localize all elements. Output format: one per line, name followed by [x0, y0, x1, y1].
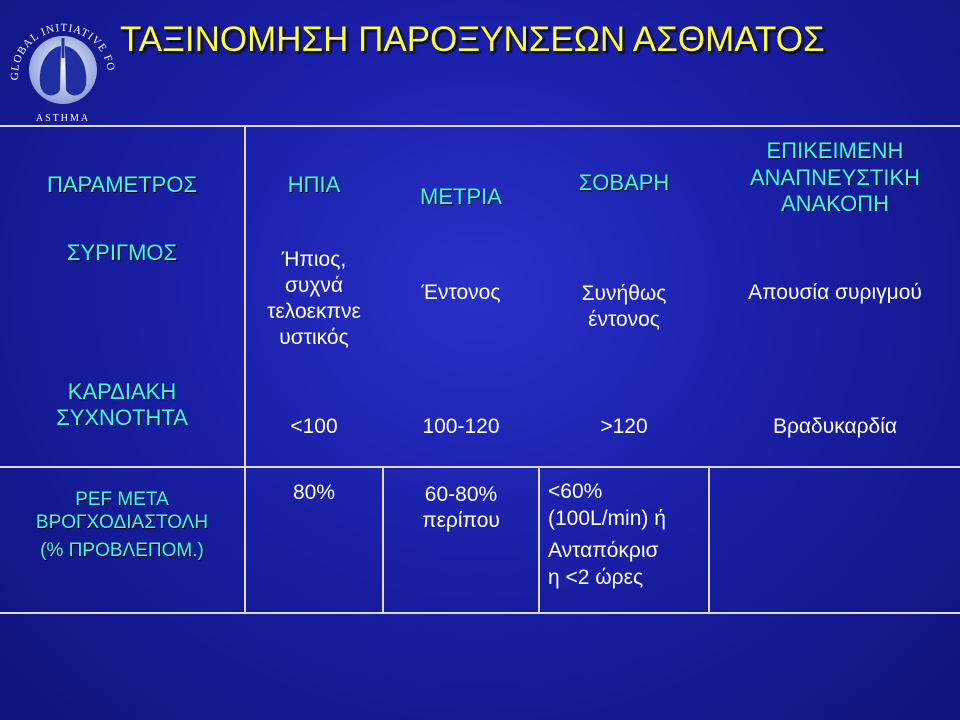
logo-bottom-text: ASTHMA	[35, 113, 91, 124]
row-label-pef	[0, 478, 244, 574]
pef-mild: 80%	[292, 480, 336, 504]
grid-line-vertical-4	[708, 466, 710, 614]
heart-rate-severe: >120	[600, 414, 648, 438]
pef-severe	[548, 478, 708, 610]
grid-line-vertical-3	[538, 466, 540, 614]
pef-severe-line4: η <2 ώρες	[548, 565, 644, 589]
pef-moderate-line1: 60-80%	[424, 482, 498, 506]
heart-rate-label-line2: ΣΥΧΝΟΤΗΤΑ	[56, 405, 188, 430]
wheeze-mild	[246, 236, 382, 362]
pef-severe-line1: <60%	[548, 480, 603, 503]
header-arrest-line1: ΕΠΙΚΕΙΜΕΝΗ	[766, 138, 904, 164]
wheeze-mild-line3: τελοεκπνε	[267, 300, 361, 323]
pef-label-line1: PEF ΜΕΤΑ	[75, 488, 169, 510]
heart-rate-arrest: Βραδυκαρδία	[772, 414, 898, 438]
wheeze-mild-line1: Ήπιος,	[281, 247, 347, 271]
heart-rate-moderate: 100-120	[422, 414, 500, 438]
page-title: ΤΑΞΙΝΟΜΗΣΗ ΠΑΡΟΞΥΝΣΕΩΝ ΑΣΘΜΑΤΟΣ	[120, 20, 825, 59]
pef-severe-line3: Ανταπόκρισ	[548, 538, 659, 562]
grid-line-horizontal-mid	[0, 466, 960, 468]
header-mild: ΗΠΙΑ	[287, 171, 341, 197]
heart-rate-label-line1: ΚΑΡΔΙΑΚΗ	[67, 378, 177, 404]
heart-rate-mild: <100	[290, 414, 338, 438]
pef-severe-line2: (100L/min) ή	[548, 507, 666, 531]
wheeze-severe-line2: έντονος	[588, 308, 660, 331]
wheeze-mild-line2: συχνά	[284, 273, 344, 297]
grid-line-horizontal-top	[0, 125, 960, 127]
grid-line-horizontal-bottom	[0, 612, 960, 614]
lungs-globe-icon	[4, 6, 122, 124]
pef-moderate-line2: περίπου	[422, 509, 500, 532]
wheeze-moderate: Έντονος	[421, 280, 501, 304]
header-arrest-line2: ΑΝΑΠΝΕΥΣΤΙΚΗ	[749, 164, 921, 190]
pef-label-line2: ΒΡΟΓΧΟΔΙΑΣΤΟΛΗ	[35, 511, 209, 533]
logo-ring-text: GLOBAL INITIATIVE FO	[8, 21, 117, 81]
wheeze-severe-line1: Συνήθως	[581, 281, 667, 305]
pef-moderate	[384, 478, 538, 538]
header-severe: ΣΟΒΑΡΗ	[578, 169, 670, 195]
header-parameter: ΠΑΡΑΜΕΤΡΟΣ	[46, 171, 198, 197]
pef-label-line3: (% ΠΡΟΒΛΕΠΟΜ.)	[40, 540, 204, 562]
header-arrest-line3: ΑΝΑΚΟΠΗ	[780, 191, 890, 217]
header-imminent-arrest	[710, 132, 960, 224]
header-moderate: ΜΕΤΡΙΑ	[420, 183, 502, 209]
wheeze-severe	[540, 274, 708, 340]
wheeze-mild-line4: υστικός	[279, 326, 349, 350]
wheeze-arrest: Απουσία συριγμού	[748, 280, 922, 304]
row-label-wheeze: ΣΥΡΙΓΜΟΣ	[66, 239, 178, 265]
gina-logo	[4, 6, 122, 124]
row-label-heart-rate	[0, 374, 244, 436]
